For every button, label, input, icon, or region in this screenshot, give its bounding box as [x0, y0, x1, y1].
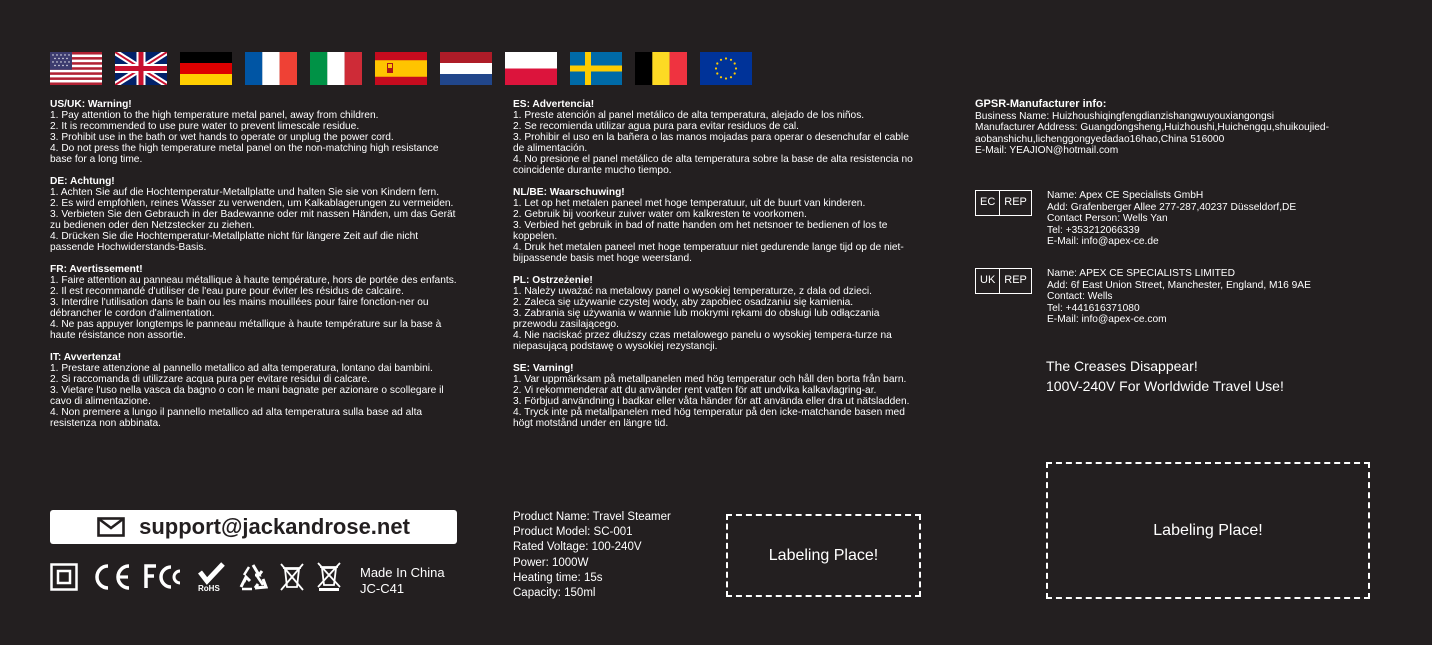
warning-line: 3. Zabrania się używania w wannie lub mokrymi rękami do obsługi lub odłączania przewodu zasilającego.: [513, 308, 880, 330]
support-email-bar[interactable]: [50, 510, 457, 544]
warning-line: 4. Ne pas appuyer longtemps le panneau métallique à haute température sur la base à haute résistance non assortie.: [50, 319, 442, 341]
warning-line: 2. Es wird empfohlen, reines Wasser zu verwenden, um Kalkablagerungen zu vermeiden.: [50, 198, 454, 209]
envelope-icon: [97, 517, 125, 537]
warning-line: 4. Do not press the high temperature metal panel on the non-matching high resistance base for a long time.: [50, 143, 439, 165]
rep-line: E-Mail: info@apex-ce.de: [1047, 236, 1159, 247]
rep-line: Name: Apex CE Specialists GmbH: [1047, 190, 1204, 201]
warning-line: 1. Faire attention au panneau métallique à haute température, hors de portée des enfants.: [50, 275, 457, 286]
warning-line: 3. Vietare l'uso nella vasca da bagno o con le mani bagnate per azionare o scollegare il cavo di alimentazione.: [50, 385, 444, 407]
warning-line: 2. Si raccomanda di utilizzare acqua pura per evitare residui di calcare.: [50, 374, 370, 385]
warning-title: FR: Avertissement!: [50, 264, 143, 275]
weee-bin-icon: [280, 563, 304, 591]
warning-line: 3. Prohibir el uso en la bañera o las manos mojadas para operar o desenchufar el cable de alimentación.: [513, 132, 909, 154]
warning-section-fr: [50, 264, 458, 341]
ce-mark-icon: [90, 563, 132, 591]
warning-section-es: [513, 99, 921, 176]
warning-line: 4. Tryck inte på metallpanelen med hög temperatur på den icke-matchande basen med högt motstånd under en längre tid.: [513, 407, 905, 429]
ec-rep-info: [1047, 190, 1347, 248]
svg-text:RoHS: RoHS: [198, 584, 220, 592]
warning-line: 1. Pay attention to the high temperature metal panel, away from children.: [50, 110, 379, 121]
warning-title: NL/BE: Waarschuwing!: [513, 187, 625, 198]
warning-line: 4. No presione el panel metálico de alta temperatura sobre la base de alta resistencia no coincidente durante mucho tiempo.: [513, 154, 913, 176]
rohs-mark-icon: [196, 562, 226, 592]
spain-flag-icon: [375, 52, 427, 85]
model-code: JC-C41: [360, 581, 405, 596]
gpsr-line: Manufacturer Address: Guangdongsheng,Huizhoushi,Huichengqu,shuikoujied-aobanshichu,lichenggongyedadao16hao,China 516000: [975, 122, 1329, 145]
warning-line: 2. It is recommended to use pure water to prevent limescale residue.: [50, 121, 360, 132]
weee-bin-crossed-icon: [316, 562, 342, 592]
rep-line: E-Mail: info@apex-ce.com: [1047, 314, 1167, 325]
uk-rep-badge: [975, 268, 1032, 294]
poland-flag-icon: [505, 52, 557, 85]
warning-section-de: [50, 176, 458, 253]
slogan-line-2: 100V-240V For Worldwide Travel Use!: [1046, 378, 1284, 394]
italy-flag-icon: [310, 52, 362, 85]
flag-row: [50, 52, 752, 85]
warning-section-nl: [513, 187, 921, 264]
product-specs: [513, 510, 671, 601]
warning-title: PL: Ostrzeżenie!: [513, 275, 593, 286]
labeling-place-text: Labeling Place!: [1153, 521, 1263, 539]
warning-line: 2. Se recomienda utilizar agua pura para evitar residuos de cal.: [513, 121, 799, 132]
warning-section-it: [50, 352, 458, 429]
gpsr-line: Business Name: Huizhoushiqingfengdianzishangwuyouxiangongsi: [975, 110, 1275, 122]
warning-line: 1. Prestare attenzione al pannello metallico ad alta temperatura, lontano dai bambini.: [50, 363, 433, 374]
uk-rep-badge-left: UK: [980, 274, 996, 287]
warning-title: IT: Avvertenza!: [50, 352, 122, 363]
spec-line: Power: 1000W: [513, 556, 589, 569]
class-ii-icon: [50, 563, 78, 591]
warning-title: SE: Varning!: [513, 363, 574, 374]
spec-line: Capacity: 150ml: [513, 587, 596, 600]
rep-line: Tel: +441616371080: [1047, 302, 1140, 314]
warning-title: DE: Achtung!: [50, 176, 115, 187]
made-in-block: [360, 565, 445, 597]
warning-line: 2. Zaleca się używanie czystej wody, aby zapobiec osadzaniu się kamienia.: [513, 297, 854, 308]
us-flag-icon: [50, 52, 102, 85]
warning-line: 3. Förbjud användning i badkar eller våta händer för att använda eller dra ut nätsladden.: [513, 396, 910, 407]
certification-marks: [50, 562, 342, 592]
warning-line: 3. Verbied het gebruik in bad of natte handen om het netsnoer te bedienen of los te koppelen.: [513, 220, 888, 242]
germany-flag-icon: [180, 52, 232, 85]
gpsr-line: E-Mail: YEAJION@hotmail.com: [975, 145, 1119, 156]
labeling-place-text: Labeling Place!: [768, 546, 879, 564]
labeling-place-large: [1046, 462, 1370, 599]
eu-flag-icon: [700, 52, 752, 85]
warning-line: 1. Let op het metalen paneel met hoge temperatuur, uit de buurt van kinderen.: [513, 198, 866, 209]
warning-title: US/UK: Warning!: [50, 99, 132, 110]
spec-line: Product Name: Travel Steamer: [513, 511, 671, 523]
fcc-mark-icon: [144, 563, 184, 591]
uk-rep-info: [1047, 268, 1347, 326]
warning-line: 1. Preste atención al panel metálico de alta temperatura, alejado de los niños.: [513, 110, 865, 121]
warning-line: 3. Prohibit use in the bath or wet hands to operate or unplug the power cord.: [50, 132, 394, 143]
rep-line: Add: Grafenberger Allee 277-287,40237 Düsseldorf,DE: [1047, 201, 1297, 213]
rep-line: Contact: Wells: [1047, 291, 1113, 302]
warning-section-en: [50, 99, 458, 165]
warning-line: 3. Verbieten Sie den Gebrauch in der Badewanne oder mit nassen Händen, um das Gerät zu bedienen oder den Netzstecker zu ziehen.: [50, 209, 456, 231]
rep-line: Contact Person: Wells Yan: [1047, 213, 1168, 224]
france-flag-icon: [245, 52, 297, 85]
uk-rep-badge-right: REP: [999, 269, 1031, 293]
labeling-place-small: [726, 514, 921, 597]
warnings-column-2: [513, 99, 921, 440]
spec-line: Heating time: 15s: [513, 571, 603, 584]
rep-line: Add: 6f East Union Street, Manchester, England, M16 9AE: [1047, 279, 1311, 291]
rep-line: Name: APEX CE SPECIALISTS LIMITED: [1047, 268, 1235, 279]
recycle-icon: [238, 563, 268, 591]
made-in-text: Made In China: [360, 565, 445, 580]
slogan-line-1: The Creases Disappear!: [1046, 358, 1198, 374]
rep-line: Tel: +353212066339: [1047, 224, 1140, 236]
uk-flag-icon: [115, 52, 167, 85]
belgium-flag-icon: [635, 52, 687, 85]
ec-rep-badge-left: EC: [980, 196, 996, 209]
warning-line: 4. Nie naciskać przez dłuższy czas metalowego panelu o wysokiej tempera-turze na niepasującą podstawę o wysokiej rezystancji.: [513, 330, 892, 352]
warning-line: 1. Var uppmärksam på metallpanelen med hög temperatur och håll den borta från barn.: [513, 374, 907, 385]
warning-line: 2. Gebruik bij voorkeur zuiver water om kalkresten te voorkomen.: [513, 209, 807, 220]
gpsr-title: GPSR-Manufacturer info:: [975, 98, 1107, 110]
netherlands-flag-icon: [440, 52, 492, 85]
warning-line: 1. Należy uważać na metalowy panel o wysokiej temperaturze, z dala od dzieci.: [513, 286, 873, 297]
warning-line: 4. Drücken Sie die Hochtemperatur-Metallplatte nicht für längere Zeit auf die nicht passende Hochwiderstands-Basis.: [50, 231, 419, 253]
warning-line: 1. Achten Sie auf die Hochtemperatur-Metallplatte und halten Sie sie von Kindern fern.: [50, 187, 440, 198]
warning-section-se: [513, 363, 921, 429]
warning-line: 2. Vi rekommenderar att du använder rent vatten för att undvika kalkavlagring-ar.: [513, 385, 877, 396]
warning-line: 4. Druk het metalen paneel met hoge temperatuur niet gedurende lange tijd op de niet-bijpassende basis met hoge weerstand.: [513, 242, 904, 264]
sweden-flag-icon: [570, 52, 622, 85]
warnings-column-1: [50, 99, 458, 440]
warning-line: 2. Il est recommandé d'utiliser de l'eau pure pour éviter les résidus de calcaire.: [50, 286, 404, 297]
support-email[interactable]: support@jackandrose.net: [139, 514, 410, 539]
ec-rep-badge: [975, 190, 1032, 216]
spec-line: Product Model: SC-001: [513, 526, 633, 539]
spec-line: Rated Voltage: 100-240V: [513, 541, 642, 554]
warning-line: 3. Interdire l'utilisation dans le bain ou les mains mouillées pour faire fonction-ner ou débrancher le cordon d'alimentation.: [50, 297, 429, 319]
ec-rep-badge-right: REP: [999, 191, 1031, 215]
slogan: [1046, 356, 1284, 396]
warning-title: ES: Advertencia!: [513, 99, 595, 110]
warning-line: 4. Non premere a lungo il pannello metallico ad alta temperatura sulla base ad alta resistenza non abbinata.: [50, 407, 423, 429]
warning-section-pl: [513, 275, 921, 352]
gpsr-info: [975, 99, 1395, 157]
